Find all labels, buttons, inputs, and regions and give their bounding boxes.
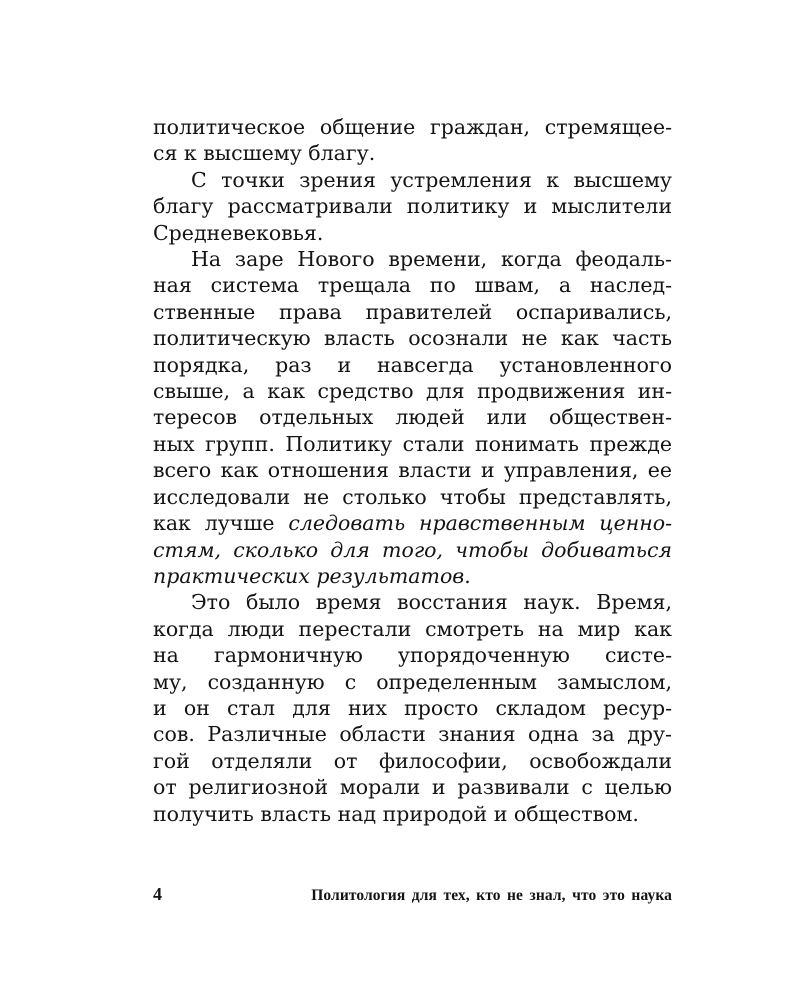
text-line: и он стал для них просто складом ресур-	[153, 695, 672, 720]
italic-emphasis: следовать нравственным ценно-	[288, 511, 672, 536]
text-line: всего как отношения власти и управления, ее	[153, 458, 672, 483]
text-line: политическое общение граждан, стремящее-	[153, 115, 672, 139]
body-text	[153, 114, 672, 827]
text-line: исследовали не столько чтобы представлять,	[153, 484, 672, 509]
paragraph	[153, 114, 672, 167]
text-run: как лучше	[153, 511, 289, 536]
text-line: сов. Различные области знания одна за дру-	[153, 722, 672, 747]
text-line: ных групп. Политику стали понимать прежде	[153, 431, 672, 456]
text-line: получить власть над природой и обществом.	[153, 801, 639, 826]
paragraph	[153, 589, 672, 827]
text-line: ная система трещала по швам, а наслед-	[153, 273, 672, 298]
text-line: му, созданную с определенным замыслом,	[153, 669, 672, 694]
text-line-italic: практических результатов.	[153, 563, 471, 588]
text-line: гой отделяли от философии, освобождали	[153, 748, 672, 773]
paragraph	[153, 167, 672, 246]
text-line: Это было время восстания наук. Время,	[191, 590, 672, 615]
text-line: на гармоничную упорядоченную систе-	[153, 643, 672, 668]
running-title: Политология для тех, кто не знал, что это наука	[311, 887, 672, 904]
text-line: С точки зрения устремления к высшему	[191, 167, 672, 192]
text-line: политическую власть осознали не как часть	[153, 326, 672, 351]
text-line: свыше, а как средство для продвижения ин-	[153, 379, 672, 404]
page-footer	[153, 884, 672, 908]
page-number: 4	[153, 884, 162, 904]
text-line: Средневековья.	[153, 220, 324, 245]
text-line: когда люди перестали смотреть на мир как	[153, 616, 672, 641]
text-line: тересов отдельных людей или обществен-	[153, 405, 672, 430]
text-line: На заре Нового времени, когда феодаль-	[191, 247, 672, 272]
text-line: ственные права правителей оспаривались,	[153, 299, 672, 324]
text-line-mixed	[153, 510, 672, 536]
text-line-italic: стям, сколько для того, чтобы добиваться	[153, 537, 672, 562]
text-line: порядка, раз и навсегда установленного	[153, 352, 672, 377]
paragraph	[153, 246, 672, 589]
text-line: благу рассматривали политику и мыслители	[153, 194, 672, 219]
text-line: от религиозной морали и развивали с целью	[153, 775, 672, 800]
text-line: ся к высшему благу.	[153, 141, 376, 166]
